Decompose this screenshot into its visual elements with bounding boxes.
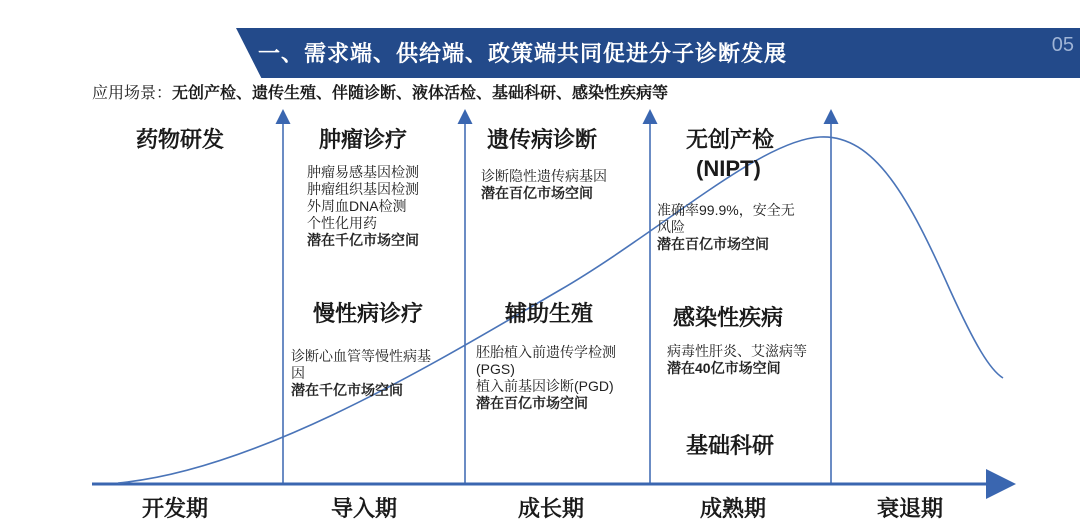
nipt-line: 准确率99.9%，安全无 [657, 202, 795, 218]
nipt-subtitle: (NIPT) [696, 156, 761, 181]
stage-label-introduction: 导入期 [331, 496, 398, 521]
page-number: 05 [1051, 34, 1074, 56]
reproduction-details [476, 344, 616, 412]
tumor-line: 个性化用药 [307, 215, 377, 231]
infectious-market: 潜在40亿市场空间 [667, 360, 781, 376]
nipt-details [657, 202, 795, 253]
tumor-line: 肿瘤易感基因检测 [307, 164, 419, 180]
page-title: 一、需求端、供给端、政策端共同促进分子诊断发展 [258, 41, 788, 66]
chronic-title: 慢性病诊疗 [313, 301, 424, 326]
reproduction-title: 辅助生殖 [505, 301, 594, 326]
nipt-market: 潜在百亿市场空间 [657, 236, 769, 252]
stage-label-maturity: 成熟期 [700, 496, 767, 521]
stage-label-decline: 衰退期 [877, 496, 944, 521]
genetic-market: 潜在百亿市场空间 [481, 185, 593, 201]
reproduction-line: 植入前基因诊断(PGD) [476, 378, 614, 394]
chronic-market: 潜在千亿市场空间 [291, 382, 403, 398]
genetic-title: 遗传病诊断 [487, 127, 598, 152]
chronic-line: 因 [291, 365, 305, 381]
scenarios-label: 应用场景： [92, 85, 173, 102]
stage-label-growth: 成长期 [518, 496, 585, 521]
stage-label-development: 开发期 [142, 496, 209, 521]
chronic-details [291, 348, 431, 399]
basic-research-title: 基础科研 [686, 433, 775, 458]
infectious-line: 病毒性肝炎、艾滋病等 [667, 343, 807, 359]
scenarios-value: 无创产检、遗传生殖、伴随诊断、液体活检、基础科研、感染性疾病等 [172, 85, 669, 102]
tumor-title: 肿瘤诊疗 [319, 127, 408, 152]
tumor-line: 肿瘤组织基因检测 [307, 181, 419, 197]
reproduction-market: 潜在百亿市场空间 [476, 395, 588, 411]
tumor-line: 外周血DNA检测 [307, 198, 407, 214]
reproduction-line: (PGS) [476, 361, 515, 377]
infectious-details [667, 343, 807, 377]
tumor-market: 潜在千亿市场空间 [307, 232, 419, 248]
genetic-details [481, 168, 607, 202]
tumor-details [307, 164, 419, 249]
nipt-title: 无创产检 [686, 127, 775, 152]
infectious-title: 感染性疾病 [673, 305, 784, 330]
chronic-line: 诊断心血管等慢性病基 [291, 348, 431, 364]
drug-development-title: 药物研发 [136, 127, 225, 152]
reproduction-line: 胚胎植入前遗传学检测 [476, 344, 616, 360]
genetic-line: 诊断隐性遗传病基因 [481, 168, 607, 184]
nipt-line: 风险 [657, 219, 685, 235]
